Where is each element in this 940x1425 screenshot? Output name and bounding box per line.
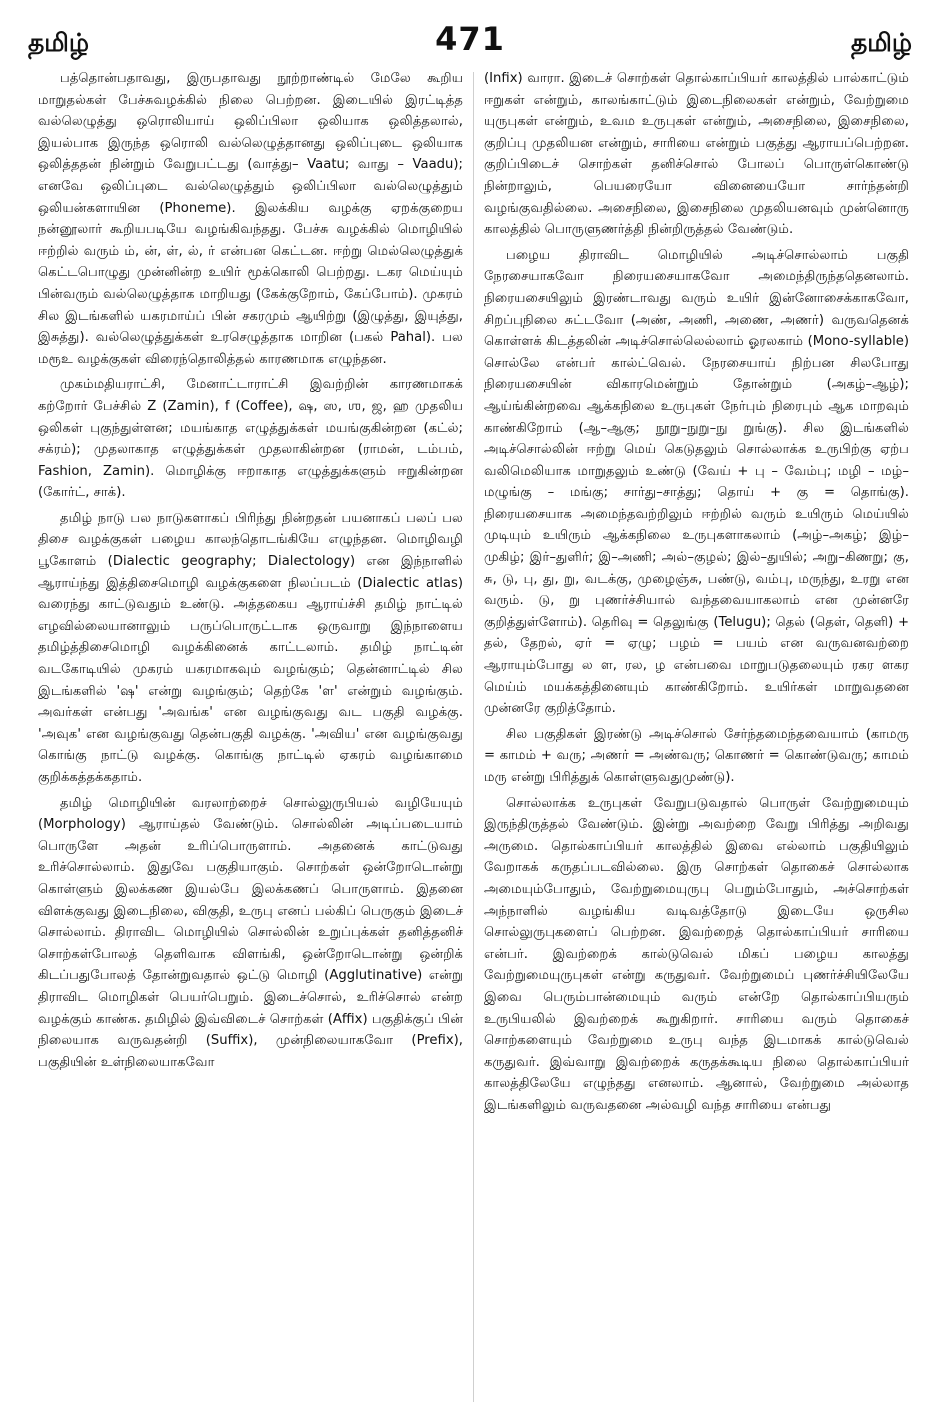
page-number: 471 bbox=[435, 20, 505, 58]
paragraph: பத்தொன்பதாவது, இருபதாவது நூற்றாண்டில் மேலே கூறிய மாறுதல்கள் பேச்சுவழக்கில் நிலை பெற்றன. இடையில் இரட்டித்த வல்லெழுத்து ஒரொலியாய் ஒலிப்பிலா ஒலியாக ஒலித்தலால், இயல்பாக இருந்த ஒரொலி வல்லெழுத்தானது ஒலிப்புடை ஒலியாக ஒலித்ததன் நின்றும் வேறுபட்டது (வாத்து– Vaatu; வாது – Vaadu); எனவே ஒலிப்புடை வல்லெழுத்தும் ஒலிப்பிலா வல்லெழுத்தும் ஒலியன்களாயின (Phoneme). இலக்கிய வழக்கு ஏறக்குறைய நன்னூலார் கூறியபடியே வழங்கிவந்தது. பேச்சு வழக்கில் மொழியில் ஈற்றில் வரும் ம், ன், ள், ல், ர் என்பன கெட்டன. ஈற்று மெல்லெழுத்துக் கெட்டபொழுது முன்னின்ற உயிர் மூக்கொலி பெற்றது. டகர மெய்யும் பின்வரும் வல்லெழுத்தாக மாறியது (கேக்குறோம், கேப்போம்). முகரம் சில இடங்களில் யகரமாய்ப் பின் சகரமும் ஆயிற்று (இழுத்து, இயுத்து, இசுத்து). வல்லெழுத்துக்கள் உரசெழுத்தாக மாறின (பகல் Pahal). பல மரூஉ வழக்குகள் விரைந்தொலித்தல் காரணமாக எழுந்தன. bbox=[38, 71, 463, 367]
paragraph: முகம்மதியராட்சி, மேனாட்டாராட்சி இவற்றின் காரணமாகக் கற்றோர் பேச்சில் Z (Zamin), f (Coffee), ஷ, ஸ, ஶ, ஜ, ஹ முதலிய ஒலிகள் புகுந்துள்ளன; மயங்காத எழுத்துக்கள் மயங்குகின்றன (கட்ல்; சக்ரம்); முதலாகாத எழுத்துக்கள் முதலாகின்றன (ராமன், டம்பம், Fashion, Zamin). மொழிக்கு ஈறாகாத எழுத்துக்களும் ஈறுகின்றன (கோர்ட், சாக்). bbox=[38, 377, 463, 501]
page-header bbox=[28, 18, 912, 62]
left-column bbox=[38, 68, 463, 1408]
header-right-title: தமிழ் bbox=[850, 28, 912, 57]
paragraph: தமிழ் மொழியின் வரலாற்றைச் சொல்லுருபியல் வழியேயும் (Morphology) ஆராய்தல் வேண்டும். சொல்லின் அடிப்படையாம் பொருளே அதன் உரிப்பொருளாம். அதனைக் காட்டுவது உரிச்சொல்லாம். இதுவே பகுதியாகும். சொற்கள் ஒன்றோடொன்று கொள்ளும் இலக்கண இயல்பே இலக்கணப் பொருளாம். இதனை விளக்குவது இடைநிலை, விகுதி, உருபு எனப் பல்கிப் பெருகும் இடைச் சொல்லாம். திராவிட மொழியில் சொல்லின் உறுப்புக்கள் தனித்தனிச் சொற்கள்போலத் தெளிவாக விளங்கி, ஒன்றோடொன்று ஒன்றிக் கிடப்பதுபோலத் தோன்றுவதால் ஒட்டு மொழி (Agglutinative) என்று திராவிட மொழிகள் பெயர்பெறும். இடைச்சொல், உரிச்சொல் என்ற வழக்கும் காண்க. தமிழில் இவ்விடைச் சொற்கள் (Affix) பகுதிக்குப் பின் நிலையாக வருவதன்றி (Suffix), முன்நிலையாகவோ (Prefix), பகுதியின் உள்நிலையாகவோ bbox=[38, 795, 463, 1070]
right-column bbox=[484, 68, 909, 1408]
paragraph: பழைய திராவிட மொழியில் அடிச்சொல்லாம் பகுதி நேரசையாகவோ நிரையசையாகவோ அமைந்திருந்ததெனலாம். நிரையசையிலும் இரண்டாவது வரும் உயிர் இன்னோசைக்காகவோ, சிறப்புநிலை சுட்டவோ (அண், அணி, அணை, அணர்) வருவதெனக் கொள்ளக் கிடத்தலின் அடிச்சொல்லெல்லாம் ஓரலகாம் (Mono-syllable) சொல்லே என்பர் கால்ட்வெல். நேரசையாய் நிற்பன சிலபோது நிரையசையின் விகாரமென்றும் தோன்றும் (அகழ்–ஆழ்); ஆய்ங்கின்றவை ஆக்கநிலை உருபுகள் நேர்பும் நிரைபும் ஆக மாறவும் காண்கிறோம் (ஆ–ஆகு; நூறு–நுறு–நு றுங்கு). சில இடங்களில் அடிச்சொல்லின் ஈற்று மெய் கெடுதலும் சொல்லாக்க உருபிற்கு ஏற்ப வலிமெலியாக மாறுதலும் உண்டு (வேய் + பு – வேம்பு; மழி – மழ்–மழுங்கு – மங்கு; சார்து–சாத்து; தொய் + கு = தொங்கு). நிரையசையாக அமைந்தவற்றிலும் ஈற்றில் வரும் உயிரும் மெய்யில் முடியும் உயிரும் ஆக்கநிலை உருபுகளாகலாம் (அழ்–அகழ்; இழ்–முகிழ்; இர்–துளிர்; இ–அணி; அல்–குழல்; இல்–துயில்; அறு–கிணறு; கு, சு, டு, பு, து, று, வடக்கு, முழைஞ்சு, பண்டு, வம்பு, மருந்து, உரறு என வரும். டு, று புணர்ச்சியால் வந்தவையாகலாம் என முன்னரே குறித்துள்ளோம்). தெரிவு = தெலுங்கு (Telugu); தெல் (தெள், தெளி) + தல், தேறல், ஏர் = ஏழு; பழம் = பயம் என வருவனவற்றை ஆராயும்போது ல ள, ரல, ழ என்பவை மாறுபடுதலையும் ரகர ளகர மெய்ம் மயக்கத்தினையும் காண்கிறோம். உயிர்கள் மாறுவதனை முன்னரே குறித்தோம். bbox=[484, 247, 909, 717]
paragraph: சில பகுதிகள் இரண்டு அடிச்சொல் சேர்ந்தமைந்தவையாம் (காமரு = காமம் + வரு; அணர் = அண்வரு; கொணர் = கொண்டுவரு; காமம் மரு என்று பிரித்துக் கொள்ளுவதுமுண்டு). bbox=[484, 726, 909, 785]
paragraph: (Infix) வாரா. இடைச் சொற்கள் தொல்காப்பியர் காலத்தில் பால்காட்டும் ஈறுகள் என்றும், காலங்காட்டும் இடைநிலைகள் என்றும், வேற்றுமை யுருபுகள் என்றும், உவம உருபுகள் என்றும், அசைநிலை, இசைநிலை, குறிப்பு முதலியன என்றும், சாரியை என்றும் பகுத்து ஆராயப்பெற்றன. குறிப்பிடைச் சொற்கள் தனிச்சொல் போலப் பொருள்கொண்டு நின்றாலும், பெயரையோ வினையையோ சார்ந்தன்றி வழங்குவதில்லை. அசைநிலை, இசைநிலை முதலியனவும் முன்னொரு காலத்தில் பொருளுணர்த்தி நின்றிருத்தல் வேண்டும். bbox=[484, 71, 909, 238]
paragraph: சொல்லாக்க உருபுகள் வேறுபடுவதால் பொருள் வேற்றுமையும் இருந்திருத்தல் வேண்டும். இன்று அவற்றை வேறு பிரித்து அறிவது அருமை. தொல்காப்பியர் காலத்தில் இவை எல்லாம் பகுதியிலும் வேறாகக் கருதப்படவில்லை. இரு சொற்கள் தொகைச் சொல்லாக அமையும்போதும், வேற்றுமையுருபு பெறும்போதும், அச்சொற்கள் அந்நாளில் வழங்கிய வடிவத்தோடு இடையே ஒருசில சொல்லுருபுகளைப் பெற்றன. இவற்றைத் தொல்காப்பியர் சாரியை என்பர். இவற்றைக் கால்டுவெல் மிகப் பழைய காலத்து வேற்றுமையுருபுகள் என்று கருதுவர். வேற்றுமைப் புணர்ச்சியிலேயே இவை பெரும்பான்மையும் வரும் என்றே தொல்காப்பியரும் உருபியலில் இவற்றைக் கூறுகிறார். சாரியை வரும் தொகைச் சொற்களையும் வேற்றுமை உருபு வந்த இடமாகக் கால்டுவெல் கருதுவர். இவ்வாறு இவற்றைக் கருதக்கூடிய நிலை தொல்காப்பியர் காலத்திலேயே எழுந்தது எனலாம். ஆனால், வேற்றுமை அல்லாத இடங்களிலும் வருவதனை அல்வழி வந்த சாரியை என்பது bbox=[484, 795, 909, 1113]
header-left-title: தமிழ் bbox=[28, 28, 90, 57]
column-divider bbox=[473, 72, 474, 1402]
paragraph: தமிழ் நாடு பல நாடுகளாகப் பிரிந்து நின்றதன் பயனாகப் பலப் பல திசை வழக்குகள் பழைய காலந்தொடங்கியே எழுந்தன. மொழிவழி பூகோளம் (Dialectic geography; Dialectology) என இந்நாளில் ஆராய்ந்து இத்திசைமொழி வழக்குகளை நிலப்படம் (Dialectic atlas) வரைந்து காட்டுவதும் உண்டு. அத்தகைய ஆராய்ச்சி தமிழ் நாட்டில் எழவில்லையானாலும் பருப்பொருட்டாக ஒருவாறு இந்நாளைய தமிழ்த்திசைமொழி வழக்கினைக் காட்டலாம். தமிழ் நாட்டின் வடகோடியில் முகரம் யகரமாகவும் வழங்கும்; தென்னாட்டில் சில இடங்களில் 'ஷ' என்று வழங்கும்; தெற்கே 'ள' என்றும் வழங்கும். அவர்கள் என்பது 'அவங்க' என வழங்குவது வட பகுதி வழக்கு. 'அவுக' என வழங்குவது தென்பகுதி வழக்கு. 'அவிய' என வழங்குவது கொங்கு நாட்டு வழக்கு. கொங்கு நாட்டில் ஏகரம் வழங்காமை குறிக்கத்தக்கதாம். bbox=[38, 510, 463, 785]
